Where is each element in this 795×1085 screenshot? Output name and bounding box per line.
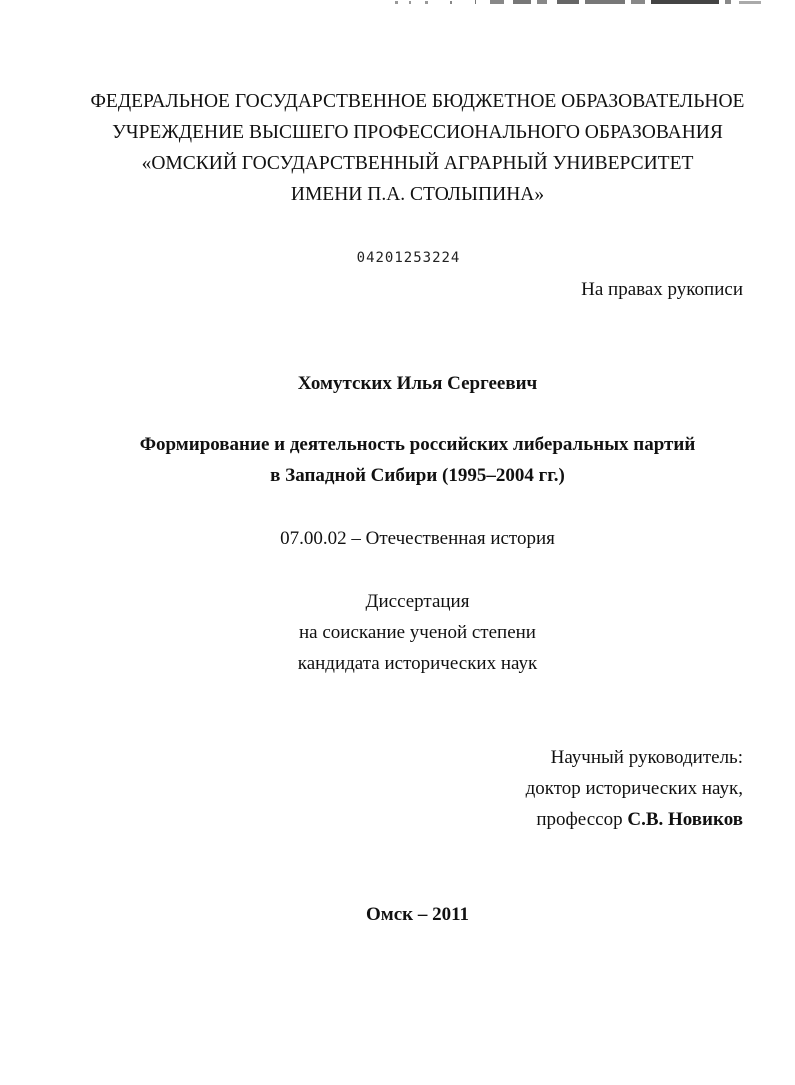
- manuscript-note: На правах рукописи: [581, 279, 743, 300]
- institution-line-2: УЧРЕЖДЕНИЕ ВЫСШЕГО ПРОФЕССИОНАЛЬНОГО ОБРАЗОВАНИЯ: [112, 122, 723, 143]
- supervisor-line: [536, 808, 743, 832]
- supervisor-degree: доктор исторических наук,: [525, 778, 743, 799]
- registry-number: 04201253224: [356, 250, 461, 266]
- author-name: Хомутских Илья Сергеевич: [297, 373, 538, 394]
- supervisor-name: С.В. Новиков: [627, 809, 743, 830]
- institution-line-3: «ОМСКИЙ ГОСУДАРСТВЕННЫЙ АГРАРНЫЙ УНИВЕРСИТЕТ: [141, 153, 694, 174]
- degree-line-3: кандидата исторических наук: [297, 653, 538, 674]
- place-year: Омск – 2011: [365, 904, 470, 925]
- title-line-1: Формирование и деятельность российских либеральных партий: [139, 434, 696, 455]
- supervisor-position: профессор: [536, 809, 623, 830]
- supervisor-label: Научный руководитель:: [550, 747, 743, 768]
- title-line-2: в Западной Сибири (1995–2004 гг.): [270, 465, 565, 486]
- degree-line-1: Диссертация: [365, 591, 470, 612]
- institution-line-4: ИМЕНИ П.А. СТОЛЫПИНА»: [290, 184, 545, 205]
- scan-artifact-strip: [395, 0, 765, 5]
- institution-line-1: ФЕДЕРАЛЬНОЕ ГОСУДАРСТВЕННОЕ БЮДЖЕТНОЕ ОБРАЗОВАТЕЛЬНОЕ: [90, 91, 745, 112]
- specialty-code: 07.00.02 – Отечественная история: [280, 528, 555, 549]
- degree-line-2: на соискание ученой степени: [299, 622, 536, 643]
